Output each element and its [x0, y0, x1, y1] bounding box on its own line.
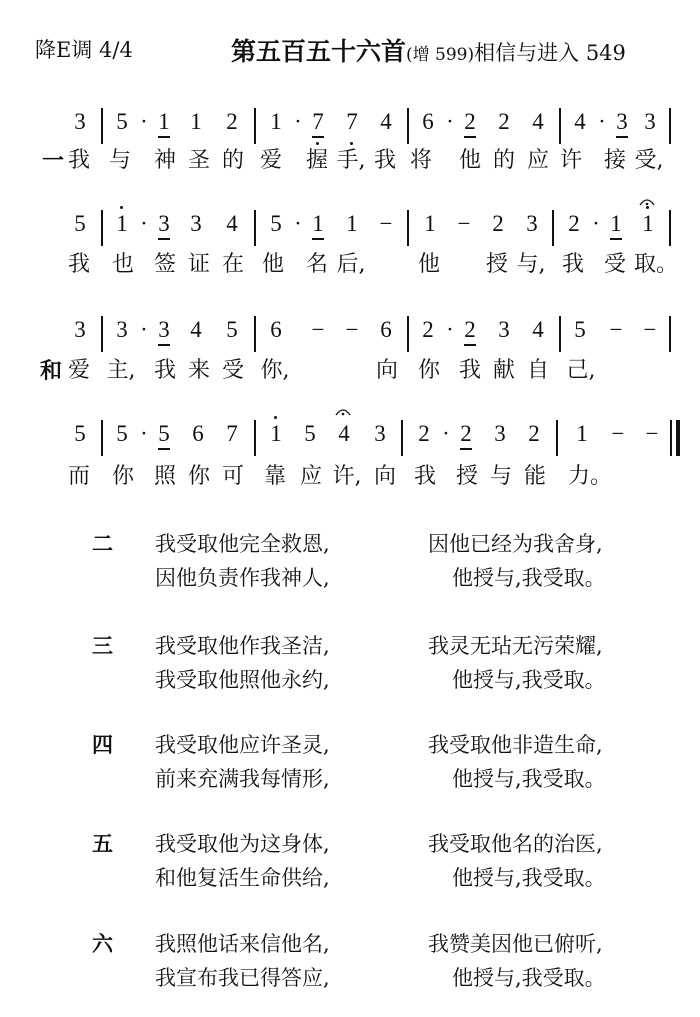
verse-line: 他授与,我受取。 — [452, 566, 606, 590]
lyric-syllable: 我 — [67, 148, 90, 173]
note: 4 — [574, 109, 586, 134]
barline — [669, 108, 671, 144]
note: 3 — [494, 421, 506, 446]
note: · — [140, 109, 148, 134]
lyric-syllable: 向 — [373, 464, 396, 489]
lyric-syllable: 而 — [67, 464, 90, 489]
lyric-syllable: 受, — [634, 148, 664, 173]
note-digit: 4 — [338, 421, 350, 446]
note-digit: 1 — [312, 211, 324, 236]
verse-line: 我灵无玷无污荣耀, — [428, 634, 603, 658]
note: 1 — [576, 421, 588, 446]
note — [338, 108, 366, 136]
barline — [669, 316, 671, 352]
lyric-syllable: 和 — [39, 358, 62, 384]
note: · — [446, 109, 454, 134]
verse-line: 我受取他完全救恩, — [155, 532, 330, 556]
note: − — [609, 317, 623, 342]
lyric-syllable: 许 — [559, 148, 582, 173]
verse-line: 他授与,我受取。 — [452, 668, 606, 692]
note: 3 — [116, 317, 128, 342]
underline-mark — [158, 344, 170, 346]
lyric-syllable: 照 — [153, 464, 176, 489]
lyric-syllable: 与, — [516, 252, 546, 277]
note: 6 — [192, 421, 204, 446]
lyric-syllable: 接 — [603, 148, 626, 173]
barline — [254, 420, 256, 456]
note — [634, 210, 662, 238]
octave-dot-above — [120, 206, 123, 209]
note-digit: 1 — [116, 211, 128, 236]
verse-line: 因他已经为我舍身, — [428, 532, 603, 556]
note-digit: 7 — [312, 109, 324, 134]
lyric-syllable: 的 — [492, 148, 515, 173]
note: 4 — [532, 317, 544, 342]
lyric-syllable: 力。 — [568, 464, 613, 489]
note: 3 — [374, 421, 386, 446]
verse-line: 我受取他作我圣洁, — [155, 634, 330, 658]
note: 4 — [190, 317, 202, 342]
verse-number: 四 — [92, 732, 113, 757]
verse-line: 我受取他应许圣灵, — [155, 733, 330, 757]
lyric-syllable: 你 — [111, 464, 134, 489]
verse-line: 因他负责作我神人, — [155, 566, 330, 590]
barline — [101, 210, 103, 246]
lyrics-line-4 — [0, 462, 700, 496]
barline — [407, 108, 409, 144]
lyric-syllable: 你, — [260, 358, 290, 383]
note: 5 — [574, 317, 586, 342]
lyric-syllable: 一 — [41, 148, 64, 174]
lyric-syllable: 爱 — [259, 148, 282, 173]
note-digit: 1 — [270, 421, 282, 446]
note: · — [592, 211, 600, 236]
verse-line: 和他复活生命供给, — [155, 866, 330, 890]
verse-line: 我照他话来信他名, — [155, 932, 330, 956]
lyric-syllable: 他 — [417, 252, 440, 277]
octave-dot-above — [274, 416, 277, 419]
note: · — [598, 109, 606, 134]
note: 6 — [380, 317, 392, 342]
note: 2 — [492, 211, 504, 236]
barline — [556, 420, 558, 456]
note: 7 — [226, 421, 238, 446]
lyric-syllable: 我 — [153, 358, 176, 383]
lyric-syllable: 我 — [413, 464, 436, 489]
note: 3 — [74, 109, 86, 134]
note-digit: 3 — [158, 317, 170, 342]
note: 2 — [528, 421, 540, 446]
lyric-syllable: 他 — [458, 148, 481, 173]
note: 3 — [74, 317, 86, 342]
verse-line: 前来充满我每情形, — [155, 767, 330, 791]
note: · — [442, 421, 450, 446]
note — [262, 420, 290, 448]
note-digit: 5 — [158, 421, 170, 446]
verse-line: 他授与,我受取。 — [452, 966, 606, 990]
barline — [101, 316, 103, 352]
underline-mark — [158, 238, 170, 240]
underline-mark — [312, 238, 324, 240]
note — [150, 108, 178, 136]
note: 2 — [568, 211, 580, 236]
note-digit: 1 — [158, 109, 170, 134]
barline — [101, 420, 103, 456]
note: 4 — [532, 109, 544, 134]
note: 5 — [226, 317, 238, 342]
verse-number: 五 — [92, 831, 113, 856]
final-barline-thin — [670, 420, 672, 456]
verse-block — [0, 530, 700, 600]
note — [456, 108, 484, 136]
barline — [669, 210, 671, 246]
underline-mark — [464, 344, 476, 346]
lyric-syllable: 授 — [485, 252, 508, 277]
octave-dot-below — [316, 142, 319, 145]
lyric-syllable: 我 — [67, 252, 90, 277]
underline-mark — [616, 136, 628, 138]
barline — [559, 316, 561, 352]
verse-line: 我赞美因他已俯听, — [428, 932, 603, 956]
note: · — [140, 421, 148, 446]
hymn-subtitle: 相信与进入 549 — [474, 41, 626, 65]
underline-mark — [460, 448, 472, 450]
verse-number: 三 — [92, 633, 113, 658]
lyric-syllable: 名 — [305, 252, 328, 277]
barline — [552, 210, 554, 246]
note: 2 — [226, 109, 238, 134]
verse-line: 我受取他非造生命, — [428, 733, 603, 757]
verse-block — [0, 930, 700, 1000]
note-digit: 2 — [464, 317, 476, 342]
lyric-syllable: 他 — [261, 252, 284, 277]
lyric-syllable: 将 — [409, 148, 432, 173]
verse-line: 我受取他为这身体, — [155, 832, 330, 856]
note: · — [140, 211, 148, 236]
note: − — [643, 317, 657, 342]
underline-mark — [610, 238, 622, 240]
lyric-syllable: 能 — [523, 464, 546, 489]
barline — [401, 420, 403, 456]
note: · — [140, 317, 148, 342]
note: 2 — [422, 317, 434, 342]
note: 3 — [644, 109, 656, 134]
note: 5 — [74, 421, 86, 446]
lyric-syllable: 受 — [221, 358, 244, 383]
fermata-icon — [638, 196, 656, 206]
octave-dot-below — [350, 142, 353, 145]
verse-line: 他授与,我受取。 — [452, 767, 606, 791]
lyric-syllable: 神 — [153, 148, 176, 173]
lyric-syllable: 我 — [373, 148, 396, 173]
note: 3 — [526, 211, 538, 236]
hymn-number: (增 599) — [406, 45, 475, 65]
note: · — [294, 211, 302, 236]
lyrics-line-1 — [0, 146, 700, 180]
underline-mark — [312, 136, 324, 138]
lyric-syllable: 靠 — [263, 464, 286, 489]
verse-block — [0, 731, 700, 801]
key-signature: 降E调 4/4 — [35, 38, 133, 62]
note: 4 — [380, 109, 392, 134]
note — [304, 108, 332, 136]
note-digit: 3 — [158, 211, 170, 236]
lyric-syllable: 爱 — [67, 358, 90, 383]
note: 5 — [116, 109, 128, 134]
note — [456, 316, 484, 344]
lyric-syllable: 圣 — [187, 148, 210, 173]
lyric-syllable: 来 — [187, 358, 210, 383]
lyric-syllable: 应 — [526, 148, 549, 173]
note: 3 — [498, 317, 510, 342]
note — [150, 316, 178, 344]
lyric-syllable: 与 — [489, 464, 512, 489]
lyric-syllable: 握 — [305, 148, 328, 173]
note: 2 — [418, 421, 430, 446]
verse-line: 我宣布我已得答应, — [155, 966, 330, 990]
note: − — [457, 211, 471, 236]
note: 5 — [116, 421, 128, 446]
underline-mark — [464, 136, 476, 138]
notes-line-4 — [0, 420, 700, 464]
verse-block — [0, 830, 700, 900]
lyric-syllable: 后, — [336, 252, 366, 277]
note: 1 — [270, 109, 282, 134]
note: 1 — [346, 211, 358, 236]
hymn-title-main: 第五百五十六首 — [231, 37, 407, 66]
lyric-syllable: 可 — [221, 464, 244, 489]
verse-number: 六 — [92, 931, 113, 956]
note-digit: 1 — [642, 211, 654, 236]
octave-dot-above — [646, 206, 649, 209]
note: − — [611, 421, 625, 446]
note — [150, 420, 178, 448]
lyrics-line-2 — [0, 250, 700, 284]
underline-mark — [158, 448, 170, 450]
lyric-syllable: 主, — [106, 358, 136, 383]
note — [608, 108, 636, 136]
final-barline-thick — [676, 420, 680, 456]
barline — [254, 316, 256, 352]
lyric-syllable: 向 — [375, 358, 398, 383]
lyric-syllable: 也 — [111, 252, 134, 277]
note: 1 — [424, 211, 436, 236]
lyric-syllable: 与 — [108, 148, 131, 173]
lyric-syllable: 签 — [153, 252, 176, 277]
notes-line-3 — [0, 316, 700, 360]
note — [602, 210, 630, 238]
note: 5 — [270, 211, 282, 236]
note — [330, 420, 358, 448]
verse-block — [0, 632, 700, 702]
lyric-syllable: 己, — [566, 358, 596, 383]
note — [304, 210, 332, 238]
lyric-syllable: 受 — [603, 252, 626, 277]
barline — [254, 210, 256, 246]
verse-line: 他授与,我受取。 — [452, 866, 606, 890]
barline — [101, 108, 103, 144]
note-digit: 2 — [460, 421, 472, 446]
note — [452, 420, 480, 448]
note: − — [311, 317, 325, 342]
note: 6 — [422, 109, 434, 134]
verse-line: 我受取他名的治医, — [428, 832, 603, 856]
hymn-title — [231, 32, 626, 68]
barline — [254, 108, 256, 144]
note-digit: 7 — [346, 109, 358, 134]
lyric-syllable: 在 — [221, 252, 244, 277]
note: 1 — [190, 109, 202, 134]
barline — [407, 210, 409, 246]
note-digit: 1 — [610, 211, 622, 236]
lyric-syllable: 的 — [221, 148, 244, 173]
note: − — [379, 211, 393, 236]
note: · — [446, 317, 454, 342]
notes-line-2 — [0, 210, 700, 254]
note: 5 — [304, 421, 316, 446]
lyric-syllable: 自 — [526, 358, 549, 383]
underline-mark — [158, 136, 170, 138]
note: 2 — [498, 109, 510, 134]
lyric-syllable: 我 — [561, 252, 584, 277]
note: 3 — [190, 211, 202, 236]
barline — [559, 108, 561, 144]
note: − — [345, 317, 359, 342]
barline — [407, 316, 409, 352]
lyric-syllable: 你 — [187, 464, 210, 489]
lyric-syllable: 你 — [417, 358, 440, 383]
note-digit: 2 — [464, 109, 476, 134]
note: 5 — [74, 211, 86, 236]
note: · — [294, 109, 302, 134]
lyric-syllable: 授 — [455, 464, 478, 489]
note: − — [645, 421, 659, 446]
note-digit: 3 — [616, 109, 628, 134]
note — [150, 210, 178, 238]
lyric-syllable: 应 — [299, 464, 322, 489]
lyric-syllable: 证 — [187, 252, 210, 277]
lyric-syllable: 献 — [492, 358, 515, 383]
fermata-icon — [334, 406, 352, 416]
note: 4 — [226, 211, 238, 236]
verse-number: 二 — [92, 531, 113, 556]
verse-line: 我受取他照他永约, — [155, 668, 330, 692]
lyric-syllable: 许, — [332, 464, 362, 489]
lyrics-line-3 — [0, 356, 700, 390]
note: 6 — [270, 317, 282, 342]
lyric-syllable: 取。 — [634, 252, 679, 277]
lyric-syllable: 手, — [336, 148, 366, 173]
lyric-syllable: 我 — [458, 358, 481, 383]
